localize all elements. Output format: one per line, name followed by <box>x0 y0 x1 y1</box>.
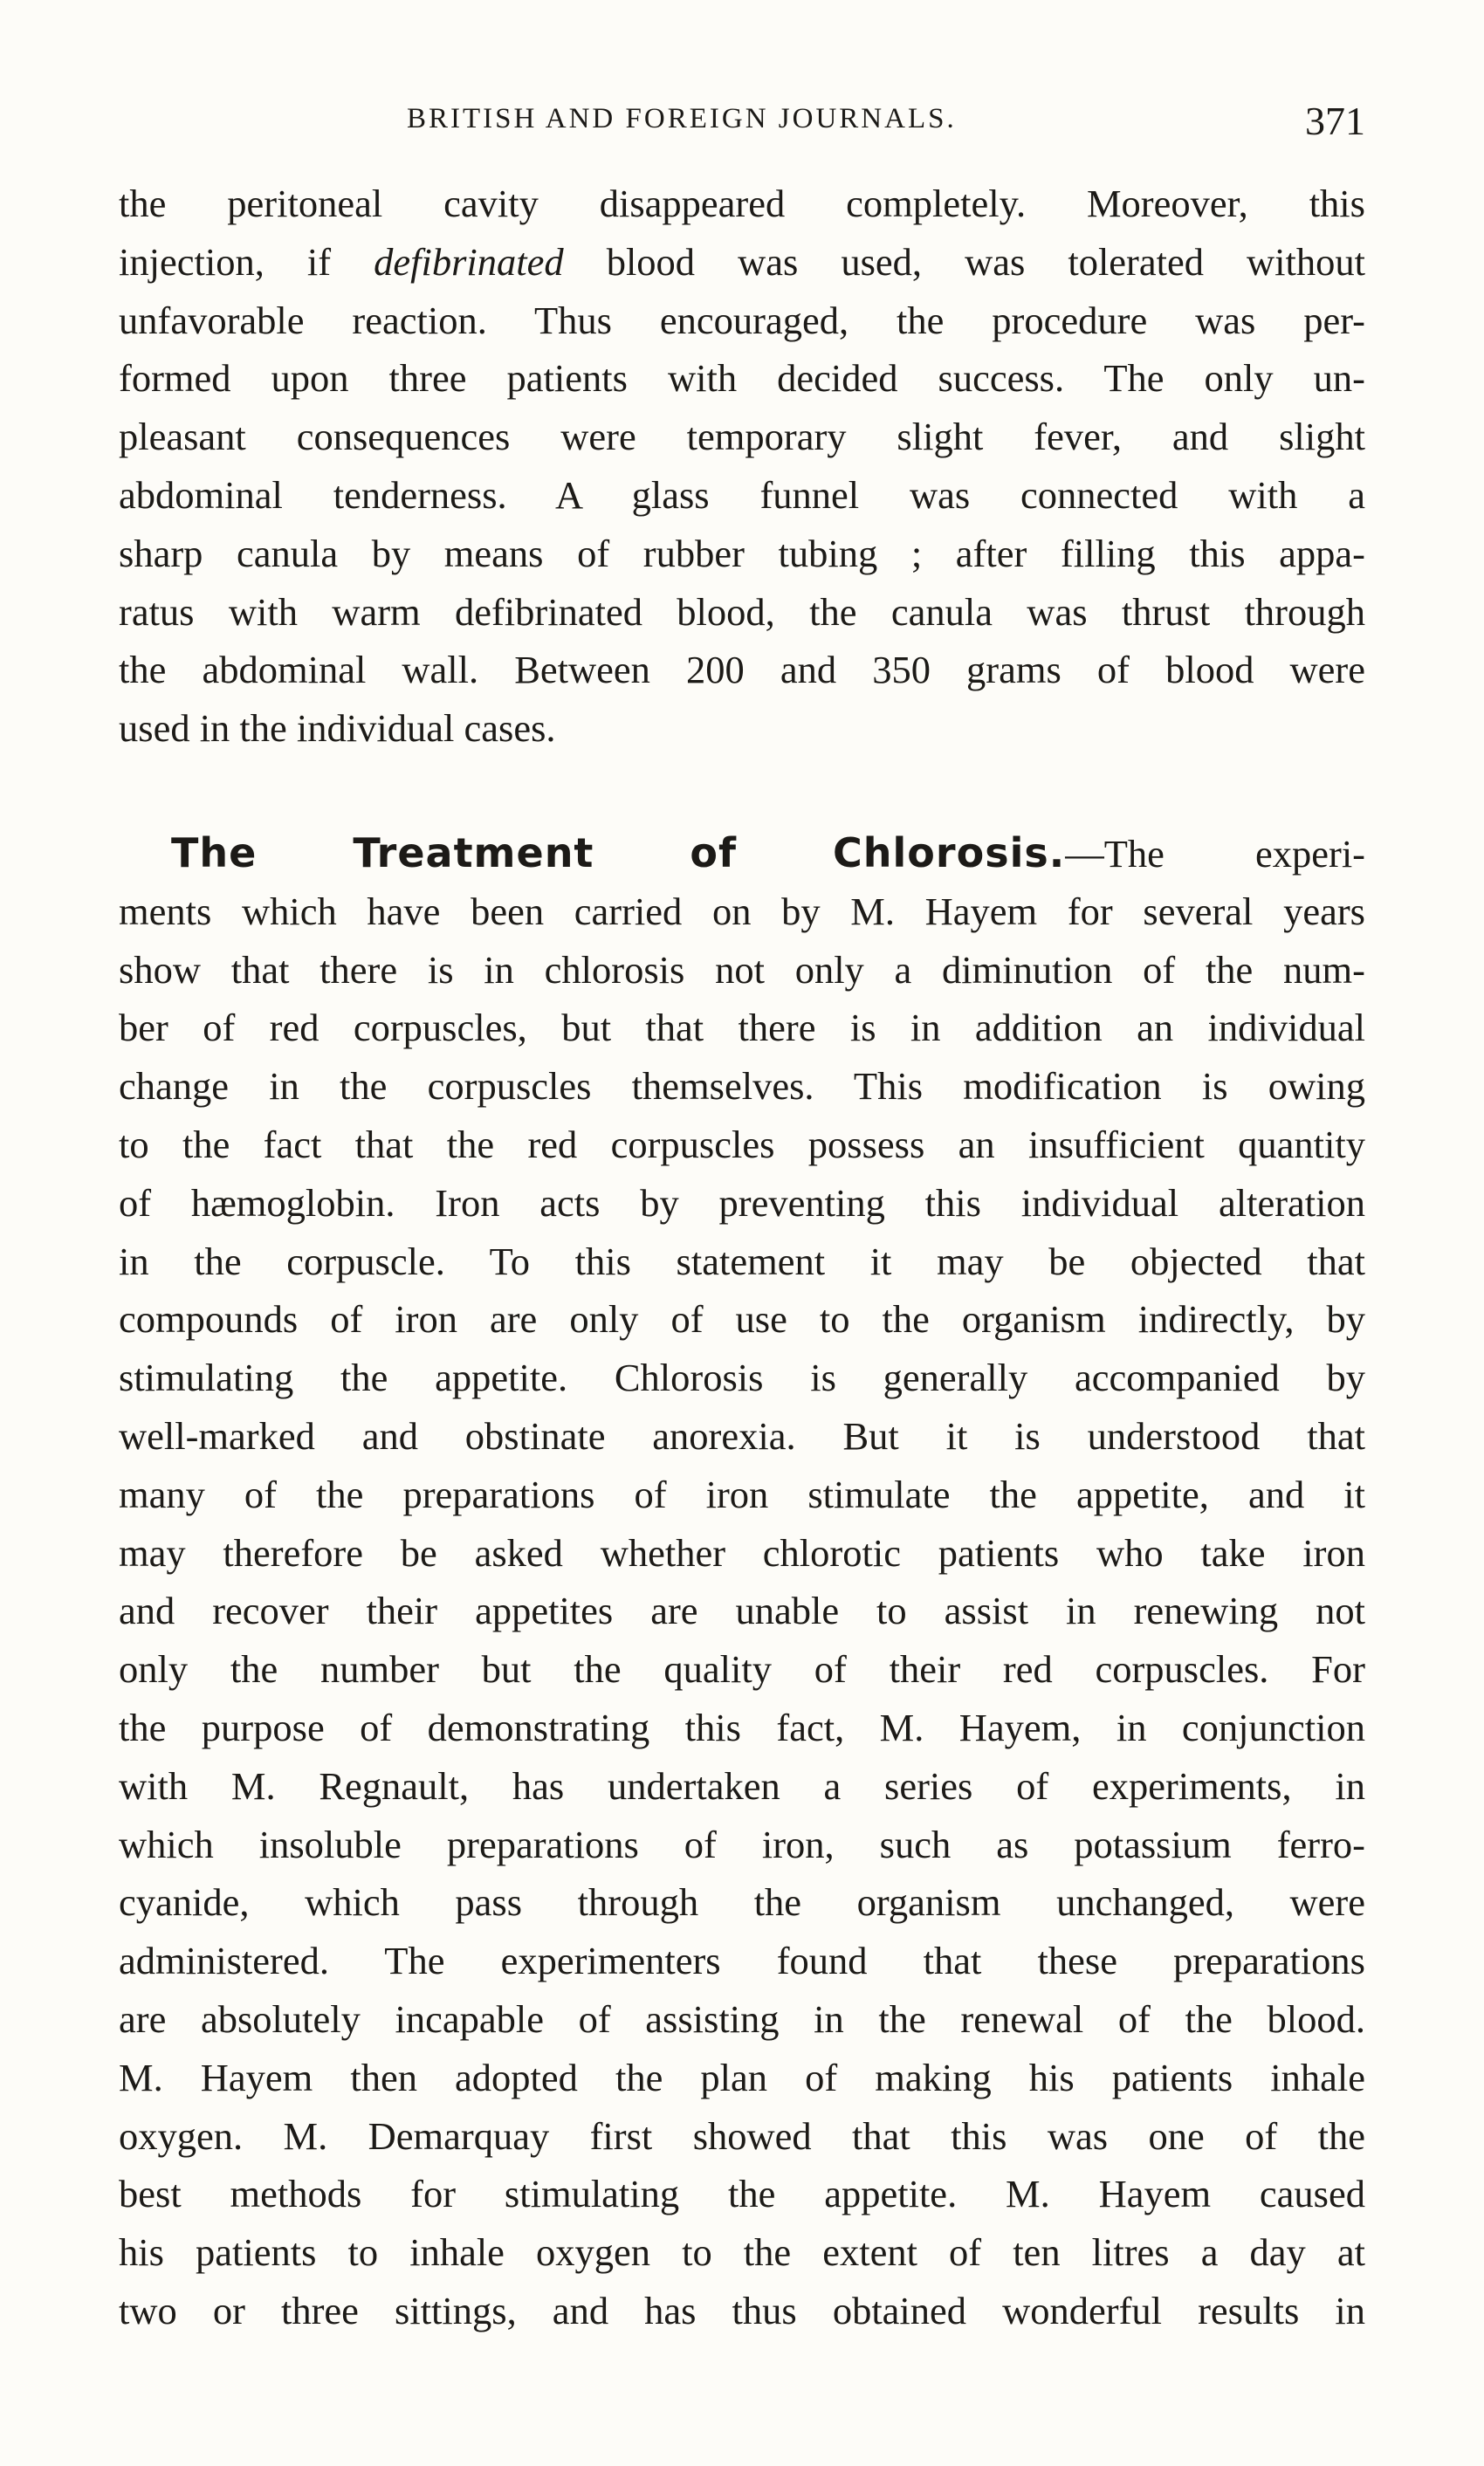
text-line: stimulating the appetite. Chlorosis is generally accompanied by <box>119 1356 1365 1400</box>
text-line: well-marked and obstinate anorexia. But it is understood that <box>119 1413 1365 1458</box>
text-fragment: injection, if <box>119 239 332 284</box>
text-line: compounds of iron are only of use to the organism indirectly, by <box>119 1297 1365 1342</box>
text-line: may therefore be asked whether chlorotic patients who take iron <box>119 1530 1365 1575</box>
text-line: formed upon three patients with decided success. The only un- <box>119 356 1365 401</box>
text-line: the peritoneal cavity disappeared completely. Moreover, this <box>119 182 1365 225</box>
text-line: used in the individual cases. <box>119 706 556 751</box>
text-line <box>119 233 1365 292</box>
text-fragment: blood was used, was tolerated without <box>606 239 1366 284</box>
text-line: two or three sittings, and has thus obtained wonderful results in <box>119 2288 1365 2332</box>
text-line: M. Hayem then adopted the plan of making his patients inhale <box>119 2055 1365 2099</box>
text-line: many of the preparations of iron stimulate the appetite, and it <box>119 1472 1365 1516</box>
text-fragment: —The experi- <box>1065 832 1365 876</box>
text-line: show that there is in chlorosis not only a diminution of the num- <box>119 947 1365 992</box>
page-number: 371 <box>1305 99 1365 143</box>
text-line: administered. The experimenters found that these preparations <box>119 1939 1365 1983</box>
text-line: of hæmoglobin. Iron acts by preventing this individual alteration <box>119 1180 1365 1225</box>
paragraph-continuation <box>119 175 1365 758</box>
text-line: with M. Regnault, has undertaken a series of experiments, in <box>119 1763 1365 1808</box>
text-line <box>119 824 1365 883</box>
text-line: sharp canula by means of rubber tubing ; after filling this appa- <box>119 531 1365 575</box>
book-page <box>119 0 1365 2466</box>
text-line: are absolutely incapable of assisting in the renewal of the blood. <box>119 1996 1365 2041</box>
section-heading: The Treatment of Chlorosis. <box>171 829 1066 876</box>
text-line: in the corpuscle. To this statement it may be objected that <box>119 1239 1365 1283</box>
text-line: best methods for stimulating the appetite. M. Hayem caused <box>119 2172 1365 2216</box>
text-line: ments which have been carried on by M. Hayem for several years <box>119 889 1365 933</box>
text-line: abdominal tenderness. A glass funnel was connected with a <box>119 472 1365 517</box>
text-line: only the number but the quality of their red corpuscles. For <box>119 1647 1365 1692</box>
text-line: the purpose of demonstrating this fact, M. Hayem, in conjunction <box>119 1705 1365 1749</box>
text-line: pleasant consequences were temporary slight fever, and slight <box>119 415 1365 459</box>
text-line: ratus with warm defibrinated blood, the canula was thrust through <box>119 589 1365 634</box>
text-line: unfavorable reaction. Thus encouraged, the procedure was per- <box>119 298 1365 342</box>
text-line: ber of red corpuscles, but that there is in addition an individual <box>119 1006 1365 1050</box>
text-line: cyanide, which pass through the organism unchanged, were <box>119 1880 1365 1925</box>
text-line: the abdominal wall. Between 200 and 350 grams of blood were <box>119 648 1365 692</box>
emphasized-word: defibrinated <box>374 239 564 284</box>
text-line: oxygen. M. Demarquay first showed that this was one of the <box>119 2113 1365 2158</box>
text-line: his patients to inhale oxygen to the extent of ten litres a day at <box>119 2230 1365 2275</box>
running-header <box>119 98 1365 150</box>
text-line: to the fact that the red corpuscles possess an insufficient quantity <box>119 1122 1365 1166</box>
text-line: which insoluble preparations of iron, such as potassium ferro- <box>119 1822 1365 1866</box>
journal-title: BRITISH AND FOREIGN JOURNALS. <box>407 103 957 134</box>
text-line: change in the corpuscles themselves. This modification is owing <box>119 1064 1365 1109</box>
text-line: and recover their appetites are unable to assist in renewing not <box>119 1589 1365 1633</box>
section-chlorosis <box>119 824 1365 2340</box>
